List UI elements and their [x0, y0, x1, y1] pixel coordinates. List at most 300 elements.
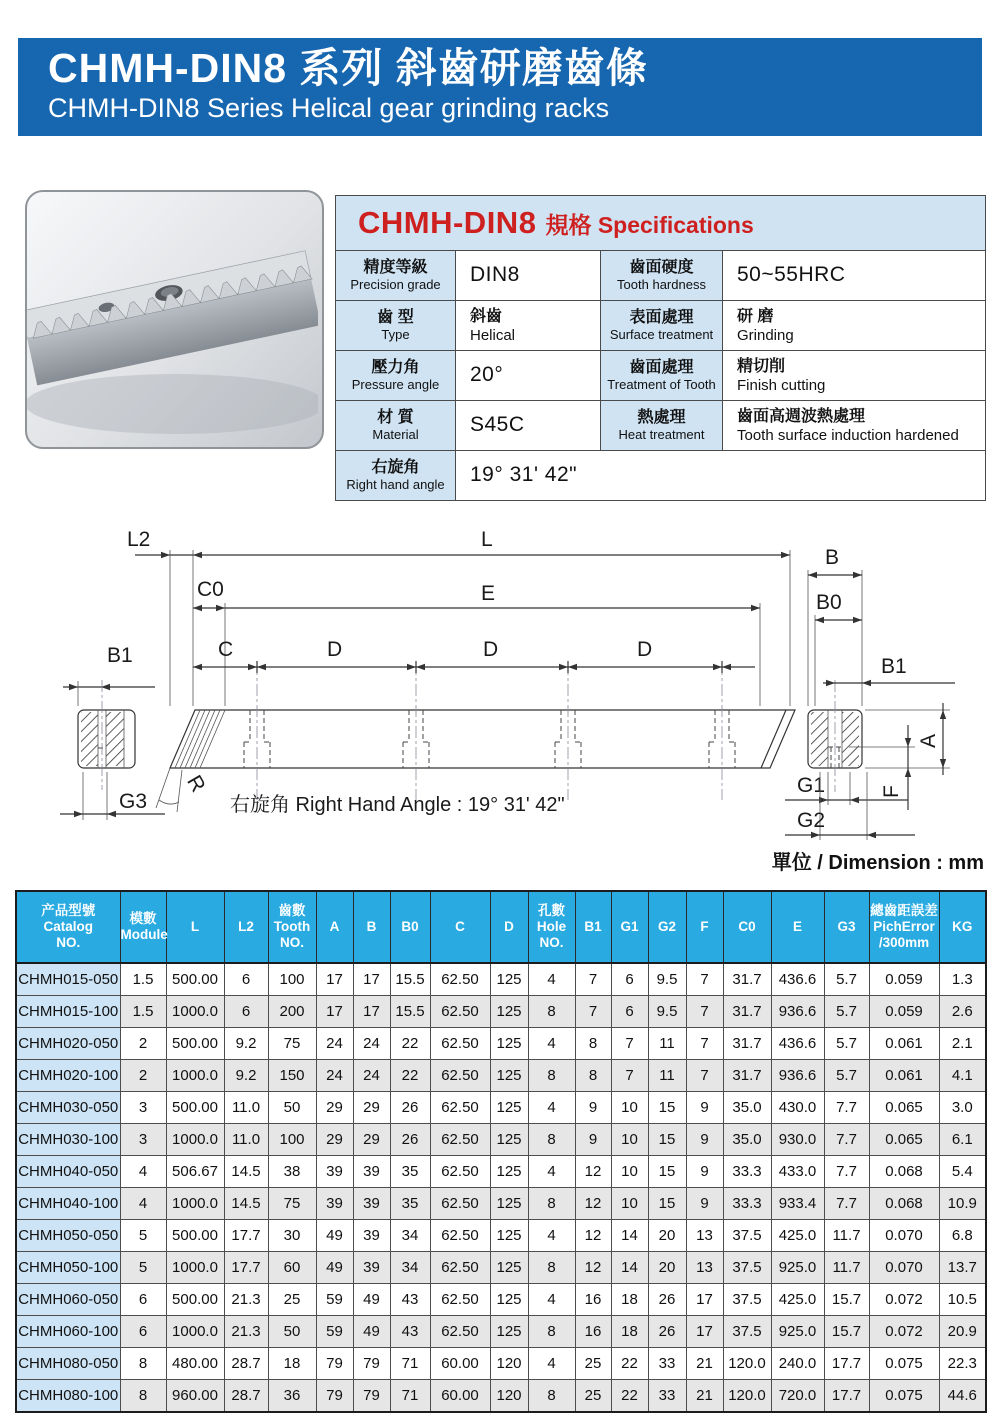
- spec-row: [336, 301, 986, 351]
- value-cell: 28.7: [224, 1348, 268, 1380]
- value-cell: 9: [575, 1092, 611, 1124]
- value-cell: 125: [490, 1156, 528, 1188]
- value-cell: 15: [648, 1124, 686, 1156]
- dim-label-b0: B0: [816, 591, 842, 614]
- value-cell: 35: [390, 1156, 430, 1188]
- value-cell: 500.00: [166, 1220, 224, 1252]
- value-cell: 17: [686, 1316, 723, 1348]
- spec-row: [336, 451, 986, 501]
- value-cell: 34: [390, 1220, 430, 1252]
- column-header: B1: [575, 891, 611, 963]
- value-cell: 720.0: [771, 1380, 824, 1413]
- value-cell: 0.059: [869, 996, 939, 1028]
- value-cell: 22: [390, 1060, 430, 1092]
- value-cell: 29: [316, 1124, 353, 1156]
- value-cell: 14: [611, 1220, 648, 1252]
- value-cell: 5: [120, 1252, 166, 1284]
- value-cell: 15.5: [390, 963, 430, 996]
- value-cell: 930.0: [771, 1124, 824, 1156]
- table-row: [16, 1188, 986, 1220]
- value-cell: 125: [490, 1220, 528, 1252]
- value-cell: 24: [353, 1060, 390, 1092]
- value-cell: 8: [528, 996, 575, 1028]
- value-cell: 8: [528, 1316, 575, 1348]
- value-cell: 125: [490, 1316, 528, 1348]
- value-cell: 125: [490, 1092, 528, 1124]
- catalog-no-cell: CHMH050-050: [16, 1220, 120, 1252]
- value-cell: 20: [648, 1220, 686, 1252]
- value-cell: 17.7: [824, 1348, 869, 1380]
- value-cell: 430.0: [771, 1092, 824, 1124]
- value-cell: 100: [268, 1124, 316, 1156]
- catalog-no-cell: CHMH060-050: [16, 1284, 120, 1316]
- spec-title-text: 規格 Specifications: [545, 212, 754, 238]
- value-cell: 7: [686, 963, 723, 996]
- value-cell: 38: [268, 1156, 316, 1188]
- value-cell: 20.9: [939, 1316, 986, 1348]
- value-cell: 75: [268, 1028, 316, 1060]
- column-header: 齒數 Tooth NO.: [268, 891, 316, 963]
- spec-label: 右旋角 Right hand angle: [336, 451, 456, 501]
- column-header: A: [316, 891, 353, 963]
- value-cell: 26: [648, 1284, 686, 1316]
- table-row: [16, 996, 986, 1028]
- value-cell: 21.3: [224, 1316, 268, 1348]
- value-cell: 6.1: [939, 1124, 986, 1156]
- catalog-no-cell: CHMH080-100: [16, 1380, 120, 1413]
- value-cell: 3.0: [939, 1092, 986, 1124]
- dim-label-r: R: [182, 771, 210, 797]
- value-cell: 62.50: [430, 1156, 490, 1188]
- value-cell: 4: [528, 1092, 575, 1124]
- value-cell: 925.0: [771, 1316, 824, 1348]
- page-subtitle: CHMH-DIN8 Series Helical gear grinding racks: [48, 93, 610, 124]
- dim-label-b: B: [825, 546, 840, 569]
- value-cell: 14.5: [224, 1156, 268, 1188]
- table-row: [16, 1316, 986, 1348]
- table-row: [16, 963, 986, 996]
- value-cell: 240.0: [771, 1348, 824, 1380]
- table-row: [16, 1060, 986, 1092]
- table-row: [16, 1252, 986, 1284]
- catalog-no-cell: CHMH020-100: [16, 1060, 120, 1092]
- spec-value: 50~55HRC: [723, 251, 986, 301]
- value-cell: 17: [353, 996, 390, 1028]
- product-photo: [25, 190, 324, 449]
- column-header: C: [430, 891, 490, 963]
- value-cell: 5.7: [824, 996, 869, 1028]
- value-cell: 6: [120, 1316, 166, 1348]
- value-cell: 2: [120, 1060, 166, 1092]
- value-cell: 0.068: [869, 1156, 939, 1188]
- value-cell: 1000.0: [166, 1124, 224, 1156]
- value-cell: 18: [611, 1284, 648, 1316]
- spec-row: [336, 401, 986, 451]
- value-cell: 21: [686, 1380, 723, 1413]
- value-cell: 35.0: [723, 1124, 771, 1156]
- value-cell: 22.3: [939, 1348, 986, 1380]
- value-cell: 5.4: [939, 1156, 986, 1188]
- column-header: D: [490, 891, 528, 963]
- value-cell: 5.7: [824, 1028, 869, 1060]
- spec-label: 齒 型 Type: [336, 301, 456, 351]
- value-cell: 8: [120, 1348, 166, 1380]
- dim-label-b1-left: B1: [107, 644, 133, 667]
- value-cell: 39: [353, 1252, 390, 1284]
- value-cell: 436.6: [771, 1028, 824, 1060]
- value-cell: 50: [268, 1316, 316, 1348]
- value-cell: 1000.0: [166, 1316, 224, 1348]
- value-cell: 71: [390, 1348, 430, 1380]
- spec-value: 斜齒 Helical: [456, 301, 601, 351]
- value-cell: 17: [316, 963, 353, 996]
- value-cell: 6: [224, 963, 268, 996]
- value-cell: 936.6: [771, 1060, 824, 1092]
- value-cell: 8: [528, 1060, 575, 1092]
- value-cell: 59: [316, 1316, 353, 1348]
- value-cell: 49: [353, 1284, 390, 1316]
- value-cell: 39: [316, 1156, 353, 1188]
- value-cell: 62.50: [430, 963, 490, 996]
- value-cell: 17: [316, 996, 353, 1028]
- value-cell: 500.00: [166, 1028, 224, 1060]
- value-cell: 17: [686, 1284, 723, 1316]
- hole-3: [555, 663, 581, 800]
- value-cell: 200: [268, 996, 316, 1028]
- spec-label: 齒面硬度 Tooth hardness: [601, 251, 723, 301]
- value-cell: 79: [316, 1380, 353, 1413]
- value-cell: 62.50: [430, 1092, 490, 1124]
- value-cell: 10: [611, 1092, 648, 1124]
- value-cell: 125: [490, 963, 528, 996]
- value-cell: 8: [575, 1060, 611, 1092]
- value-cell: 506.67: [166, 1156, 224, 1188]
- column-header: KG: [939, 891, 986, 963]
- value-cell: 8: [575, 1028, 611, 1060]
- value-cell: 11.7: [824, 1252, 869, 1284]
- value-cell: 4: [528, 963, 575, 996]
- value-cell: 24: [353, 1028, 390, 1060]
- value-cell: 14: [611, 1252, 648, 1284]
- value-cell: 12: [575, 1220, 611, 1252]
- value-cell: 37.5: [723, 1252, 771, 1284]
- value-cell: 26: [648, 1316, 686, 1348]
- value-cell: 1.5: [120, 996, 166, 1028]
- column-header: E: [771, 891, 824, 963]
- value-cell: 39: [353, 1220, 390, 1252]
- value-cell: 30: [268, 1220, 316, 1252]
- value-cell: 15.7: [824, 1316, 869, 1348]
- value-cell: 500.00: [166, 1284, 224, 1316]
- value-cell: 7: [611, 1060, 648, 1092]
- value-cell: 1000.0: [166, 1252, 224, 1284]
- catalog-no-cell: CHMH050-100: [16, 1252, 120, 1284]
- value-cell: 25: [268, 1284, 316, 1316]
- value-cell: 2: [120, 1028, 166, 1060]
- value-cell: 6: [120, 1284, 166, 1316]
- value-cell: 125: [490, 1188, 528, 1220]
- value-cell: 10: [611, 1156, 648, 1188]
- value-cell: 15: [648, 1156, 686, 1188]
- value-cell: 9: [686, 1092, 723, 1124]
- value-cell: 62.50: [430, 1252, 490, 1284]
- value-cell: 0.068: [869, 1188, 939, 1220]
- spec-label: 表面處理 Surface treatment: [601, 301, 723, 351]
- catalog-no-cell: CHMH020-050: [16, 1028, 120, 1060]
- value-cell: 31.7: [723, 1028, 771, 1060]
- table-row: [16, 1348, 986, 1380]
- value-cell: 14.5: [224, 1188, 268, 1220]
- value-cell: 49: [353, 1316, 390, 1348]
- catalog-no-cell: CHMH080-050: [16, 1348, 120, 1380]
- dim-label-a: A: [917, 733, 940, 748]
- value-cell: 3: [120, 1092, 166, 1124]
- value-cell: 480.00: [166, 1348, 224, 1380]
- spec-value: 精切削 Finish cutting: [723, 351, 986, 401]
- value-cell: 0.059: [869, 963, 939, 996]
- value-cell: 1000.0: [166, 1060, 224, 1092]
- table-row: [16, 1092, 986, 1124]
- value-cell: 0.072: [869, 1284, 939, 1316]
- value-cell: 71: [390, 1380, 430, 1413]
- value-cell: 31.7: [723, 996, 771, 1028]
- dim-label-d1: D: [327, 638, 343, 661]
- value-cell: 62.50: [430, 1220, 490, 1252]
- value-cell: 29: [353, 1124, 390, 1156]
- value-cell: 125: [490, 1060, 528, 1092]
- value-cell: 7.7: [824, 1124, 869, 1156]
- value-cell: 10.5: [939, 1284, 986, 1316]
- value-cell: 120.0: [723, 1348, 771, 1380]
- value-cell: 35.0: [723, 1092, 771, 1124]
- value-cell: 6: [611, 963, 648, 996]
- value-cell: 125: [490, 1252, 528, 1284]
- dim-label-e: E: [481, 582, 496, 605]
- value-cell: 7.7: [824, 1092, 869, 1124]
- dim-label-d3: D: [637, 638, 653, 661]
- dim-label-g3: G3: [119, 790, 148, 813]
- gear-rack-image: [27, 192, 318, 443]
- value-cell: 9: [686, 1124, 723, 1156]
- value-cell: 436.6: [771, 963, 824, 996]
- value-cell: 125: [490, 1028, 528, 1060]
- dim-label-c: C: [218, 638, 234, 661]
- value-cell: 7: [575, 963, 611, 996]
- catalog-no-cell: CHMH015-100: [16, 996, 120, 1028]
- value-cell: 22: [611, 1380, 648, 1413]
- value-cell: 8: [528, 1124, 575, 1156]
- value-cell: 6.8: [939, 1220, 986, 1252]
- value-cell: 120: [490, 1380, 528, 1413]
- value-cell: 12: [575, 1252, 611, 1284]
- spec-value: S45C: [456, 401, 601, 451]
- value-cell: 120.0: [723, 1380, 771, 1413]
- dim-label-l2: L2: [127, 528, 151, 551]
- value-cell: 15.5: [390, 996, 430, 1028]
- catalog-no-cell: CHMH015-050: [16, 963, 120, 996]
- value-cell: 62.50: [430, 1060, 490, 1092]
- value-cell: 60: [268, 1252, 316, 1284]
- dimension-drawing: [15, 520, 985, 860]
- value-cell: 44.6: [939, 1380, 986, 1413]
- value-cell: 0.075: [869, 1380, 939, 1413]
- value-cell: 21: [686, 1348, 723, 1380]
- value-cell: 9: [575, 1124, 611, 1156]
- spec-value: 20°: [456, 351, 601, 401]
- main-table-body: [16, 963, 986, 1412]
- spec-value: 19° 31' 42": [456, 451, 986, 501]
- catalog-no-cell: CHMH030-100: [16, 1124, 120, 1156]
- value-cell: 50: [268, 1092, 316, 1124]
- page-banner: [18, 38, 982, 136]
- value-cell: 500.00: [166, 1092, 224, 1124]
- table-row: [16, 1124, 986, 1156]
- value-cell: 10.9: [939, 1188, 986, 1220]
- value-cell: 5.7: [824, 1060, 869, 1092]
- value-cell: 933.4: [771, 1188, 824, 1220]
- column-header: 孔數 Hole NO.: [528, 891, 575, 963]
- value-cell: 8: [528, 1380, 575, 1413]
- spec-row: [336, 251, 986, 301]
- value-cell: 1.3: [939, 963, 986, 996]
- spec-value: 研 磨 Grinding: [723, 301, 986, 351]
- value-cell: 120: [490, 1348, 528, 1380]
- column-header: L: [166, 891, 224, 963]
- value-cell: 11.7: [824, 1220, 869, 1252]
- value-cell: 9.2: [224, 1060, 268, 1092]
- spec-label: 精度等級 Precision grade: [336, 251, 456, 301]
- value-cell: 39: [316, 1188, 353, 1220]
- catalog-no-cell: CHMH060-100: [16, 1316, 120, 1348]
- dim-label-l: L: [481, 528, 493, 551]
- value-cell: 17.7: [824, 1380, 869, 1413]
- value-cell: 7: [686, 996, 723, 1028]
- table-row: [16, 1284, 986, 1316]
- value-cell: 34: [390, 1252, 430, 1284]
- value-cell: 8: [528, 1252, 575, 1284]
- value-cell: 31.7: [723, 1060, 771, 1092]
- catalog-no-cell: CHMH030-050: [16, 1092, 120, 1124]
- value-cell: 33.3: [723, 1188, 771, 1220]
- value-cell: 11: [648, 1060, 686, 1092]
- value-cell: 2.6: [939, 996, 986, 1028]
- value-cell: 25: [575, 1348, 611, 1380]
- column-header: G2: [648, 891, 686, 963]
- value-cell: 13: [686, 1252, 723, 1284]
- value-cell: 1.5: [120, 963, 166, 996]
- value-cell: 33: [648, 1348, 686, 1380]
- column-header: G1: [611, 891, 648, 963]
- value-cell: 6: [224, 996, 268, 1028]
- value-cell: 29: [316, 1092, 353, 1124]
- helix-angle-note: 右旋角 Right Hand Angle : 19° 31' 42": [230, 794, 565, 816]
- spec-title: [336, 196, 986, 251]
- value-cell: 26: [390, 1124, 430, 1156]
- value-cell: 4: [120, 1156, 166, 1188]
- spec-label: 材 質 Material: [336, 401, 456, 451]
- value-cell: 18: [268, 1348, 316, 1380]
- value-cell: 1000.0: [166, 996, 224, 1028]
- value-cell: 60.00: [430, 1348, 490, 1380]
- value-cell: 925.0: [771, 1252, 824, 1284]
- page-title: CHMH-DIN8 系列 斜齒研磨齒條: [48, 45, 648, 91]
- value-cell: 49: [316, 1252, 353, 1284]
- value-cell: 62.50: [430, 1316, 490, 1348]
- value-cell: 13: [686, 1220, 723, 1252]
- value-cell: 22: [611, 1348, 648, 1380]
- value-cell: 425.0: [771, 1284, 824, 1316]
- value-cell: 0.061: [869, 1028, 939, 1060]
- column-header: B0: [390, 891, 430, 963]
- value-cell: 4: [528, 1348, 575, 1380]
- dim-label-c0: C0: [197, 578, 224, 601]
- table-row: [16, 1220, 986, 1252]
- column-header: L2: [224, 891, 268, 963]
- table-row: [16, 1156, 986, 1188]
- value-cell: 29: [353, 1092, 390, 1124]
- value-cell: 16: [575, 1316, 611, 1348]
- value-cell: 125: [490, 1284, 528, 1316]
- value-cell: 6: [611, 996, 648, 1028]
- hole-1: [244, 663, 270, 800]
- value-cell: 936.6: [771, 996, 824, 1028]
- value-cell: 0.070: [869, 1252, 939, 1284]
- value-cell: 8: [120, 1380, 166, 1413]
- value-cell: 0.075: [869, 1348, 939, 1380]
- value-cell: 12: [575, 1188, 611, 1220]
- value-cell: 62.50: [430, 996, 490, 1028]
- value-cell: 37.5: [723, 1284, 771, 1316]
- value-cell: 79: [316, 1348, 353, 1380]
- main-table-header-row: [16, 891, 986, 963]
- value-cell: 15.7: [824, 1284, 869, 1316]
- value-cell: 35: [390, 1188, 430, 1220]
- value-cell: 0.061: [869, 1060, 939, 1092]
- value-cell: 11.0: [224, 1092, 268, 1124]
- value-cell: 15: [648, 1188, 686, 1220]
- value-cell: 7.7: [824, 1188, 869, 1220]
- spec-table: [335, 195, 985, 501]
- value-cell: 60.00: [430, 1380, 490, 1413]
- value-cell: 4: [528, 1028, 575, 1060]
- value-cell: 24: [316, 1028, 353, 1060]
- value-cell: 33.3: [723, 1156, 771, 1188]
- spec-row: [336, 351, 986, 401]
- value-cell: 7: [686, 1060, 723, 1092]
- value-cell: 21.3: [224, 1284, 268, 1316]
- value-cell: 10: [611, 1188, 648, 1220]
- value-cell: 9: [686, 1188, 723, 1220]
- value-cell: 62.50: [430, 1284, 490, 1316]
- value-cell: 0.070: [869, 1220, 939, 1252]
- column-header: 模數 Module: [120, 891, 166, 963]
- value-cell: 15: [648, 1092, 686, 1124]
- hole-4: [709, 663, 735, 800]
- value-cell: 7.7: [824, 1156, 869, 1188]
- spec-value: DIN8: [456, 251, 601, 301]
- value-cell: 33: [648, 1380, 686, 1413]
- value-cell: 7: [611, 1028, 648, 1060]
- value-cell: 22: [390, 1028, 430, 1060]
- value-cell: 0.065: [869, 1124, 939, 1156]
- value-cell: 43: [390, 1316, 430, 1348]
- value-cell: 500.00: [166, 963, 224, 996]
- catalog-no-cell: CHMH040-100: [16, 1188, 120, 1220]
- dim-label-d2: D: [483, 638, 499, 661]
- value-cell: 11.0: [224, 1124, 268, 1156]
- value-cell: 24: [316, 1060, 353, 1092]
- value-cell: 13.7: [939, 1252, 986, 1284]
